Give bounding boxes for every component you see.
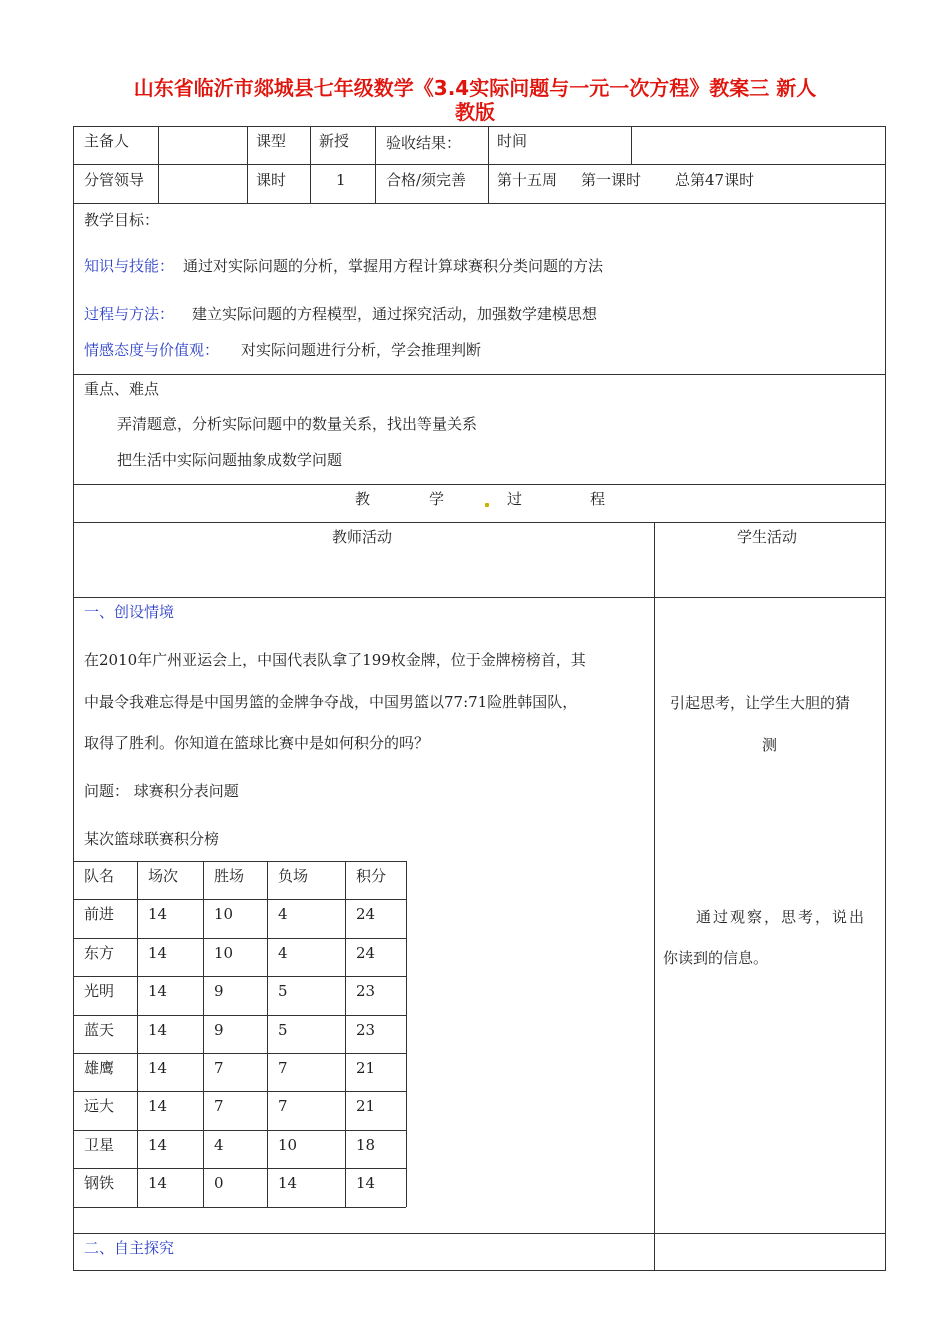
section1-question: 问题： 球赛积分表问题 — [84, 782, 239, 800]
standings-hline — [73, 1207, 406, 1208]
standings-cell: 14 — [356, 1174, 376, 1193]
standings-hline — [73, 1015, 406, 1016]
standings-hline — [73, 976, 406, 977]
standings-cell: 7 — [214, 1097, 224, 1116]
section1-heading: 一、创设情境 — [84, 603, 175, 621]
standings-header-cell: 队名 — [84, 867, 115, 885]
border-keypoints-bottom — [73, 484, 886, 485]
document-title — [60, 76, 890, 124]
standings-hline — [73, 1053, 406, 1054]
border-bottom — [73, 1270, 886, 1271]
standings-cell: 雄鹰 — [84, 1059, 115, 1077]
standings-cell: 21 — [356, 1097, 376, 1116]
section1-para-line-2: 中最令我难忘得是中国男篮的金牌争夺战，中国男篮以77:71险胜韩国队， — [84, 693, 578, 711]
header-divider-1 — [158, 126, 159, 203]
emotion-text: 对实际问题进行分析，学会推理判断 — [241, 341, 482, 359]
header-divider-4 — [375, 126, 376, 203]
standings-cell: 10 — [214, 943, 234, 962]
process-heading-char-1: 教 — [355, 490, 371, 508]
border-goals-bottom — [73, 374, 886, 375]
student-note-1-line-1: 引起思考，让学生大胆的猜 — [670, 694, 851, 712]
standings-hline — [73, 899, 406, 900]
student-note-2-line-2: 你读到的信息。 — [663, 949, 769, 967]
standings-cell: 14 — [148, 1020, 168, 1039]
standings-vline — [406, 861, 407, 1207]
standings-cell: 4 — [278, 905, 288, 924]
standings-cell: 钢铁 — [84, 1174, 115, 1193]
keypoints-line-1: 弄清题意，分析实际问题中的数量关系，找出等量关系 — [117, 415, 478, 433]
standings-hline — [73, 1168, 406, 1169]
teacher-activity-heading: 教师活动 — [332, 528, 393, 546]
standings-cell: 23 — [356, 982, 376, 1001]
standings-cell: 5 — [278, 982, 288, 1001]
standings-hline — [73, 1130, 406, 1131]
keypoints-heading: 重点、难点 — [84, 380, 160, 398]
header-divider-6 — [631, 126, 632, 164]
goals-heading: 教学目标： — [84, 211, 160, 229]
acceptance-label: 验收结果： — [386, 134, 462, 152]
standings-cell: 蓝天 — [84, 1020, 115, 1039]
standings-cell: 23 — [356, 1020, 376, 1039]
course-type-value: 新授 — [319, 132, 350, 150]
standings-cell: 10 — [278, 1135, 298, 1154]
standings-cell: 4 — [214, 1135, 224, 1154]
period-value: 1 — [336, 171, 346, 189]
standings-cell: 21 — [356, 1059, 376, 1077]
standings-cell: 14 — [148, 905, 168, 924]
title-line-2: 教版 — [455, 100, 495, 124]
standings-cell: 0 — [214, 1174, 224, 1193]
section1-para-line-1: 在2010年广州亚运会上，中国代表队拿了199枚金牌，位于金牌榜榜首，其 — [84, 651, 586, 669]
student-note-2-line-1: 通过观察，思考，说出 — [696, 908, 867, 926]
border-right — [885, 126, 886, 1271]
standings-header-cell: 负场 — [278, 867, 309, 885]
standings-vline — [73, 861, 74, 1207]
border-process-bottom — [73, 522, 886, 523]
standings-cell: 7 — [214, 1059, 224, 1077]
process-heading-char-4: 程 — [590, 490, 606, 508]
header-divider-3 — [310, 126, 311, 203]
border-top — [73, 126, 886, 127]
result-value: 合格/须完善 — [386, 171, 467, 189]
student-note-1-line-2: 测 — [762, 736, 778, 754]
process-heading-char-2: 学 — [429, 490, 445, 508]
knowledge-label: 知识与技能： — [84, 257, 175, 275]
leader-label: 分管领导 — [84, 171, 145, 189]
process-label: 过程与方法： — [84, 305, 175, 323]
border-header-bottom — [73, 203, 886, 204]
standings-cell: 10 — [214, 905, 234, 924]
border-header-mid — [73, 164, 886, 165]
emotion-label: 情感态度与价值观： — [84, 341, 220, 359]
title-line-1: 山东省临沂市郯城县七年级数学《3.4实际问题与一元一次方程》教案三 新人 — [133, 76, 817, 100]
standings-cell: 14 — [278, 1174, 298, 1193]
lesson-text: 第一课时 — [581, 171, 642, 189]
standings-vline — [267, 861, 268, 1207]
standings-cell: 7 — [278, 1059, 288, 1077]
student-activity-heading: 学生活动 — [737, 528, 798, 546]
standings-hline — [73, 1091, 406, 1092]
keypoints-line-2: 把生活中实际问题抽象成数学问题 — [117, 451, 343, 469]
standings-cell: 14 — [148, 943, 168, 962]
knowledge-text: 通过对实际问题的分析，掌握用方程计算球赛积分类问题的方法 — [183, 257, 604, 275]
week-text: 第十五周 — [497, 171, 558, 189]
standings-table — [73, 861, 406, 1206]
standings-cell: 18 — [356, 1135, 376, 1154]
section1-para-line-3: 取得了胜利。你知道在篮球比赛中是如何积分的吗？ — [84, 734, 430, 752]
standings-vline — [137, 861, 138, 1207]
standings-vline — [345, 861, 346, 1207]
decorative-dot — [485, 503, 489, 507]
standings-cell: 7 — [278, 1097, 288, 1116]
process-heading-char-3: 过 — [507, 490, 523, 508]
period-label: 课时 — [256, 171, 287, 189]
standings-caption: 某次篮球联赛积分榜 — [84, 830, 220, 848]
standings-cell: 14 — [148, 982, 168, 1001]
standings-cell: 9 — [214, 1020, 224, 1039]
course-type-label: 课型 — [256, 132, 287, 150]
standings-cell: 光明 — [84, 982, 115, 1001]
header-divider-2 — [247, 126, 248, 203]
standings-header-cell: 积分 — [356, 867, 387, 885]
standings-cell: 9 — [214, 982, 224, 1001]
standings-hline — [73, 938, 406, 939]
standings-cell: 东方 — [84, 943, 115, 962]
standings-cell: 14 — [148, 1135, 168, 1154]
standings-header-cell: 胜场 — [214, 867, 245, 885]
standings-cell: 24 — [356, 905, 376, 924]
standings-hline — [73, 861, 406, 862]
header-divider-5 — [488, 126, 489, 203]
total-text: 总第47课时 — [675, 171, 755, 189]
preparer-label: 主备人 — [84, 132, 130, 150]
time-label: 时间 — [497, 132, 528, 150]
standings-cell: 5 — [278, 1020, 288, 1039]
standings-cell: 前进 — [84, 905, 115, 924]
border-activity-bottom — [73, 597, 886, 598]
border-section1-bottom — [73, 1233, 886, 1234]
standings-cell: 14 — [148, 1174, 168, 1193]
standings-cell: 远大 — [84, 1097, 115, 1116]
process-text: 建立实际问题的方程模型，通过探究活动，加强数学建模思想 — [192, 305, 598, 323]
activity-divider — [654, 522, 655, 1271]
standings-cell: 24 — [356, 943, 376, 962]
standings-cell: 卫星 — [84, 1135, 115, 1154]
standings-cell: 14 — [148, 1097, 168, 1116]
standings-header-cell: 场次 — [148, 867, 179, 885]
standings-vline — [203, 861, 204, 1207]
standings-cell: 4 — [278, 943, 288, 962]
standings-cell: 14 — [148, 1059, 168, 1077]
section2-heading: 二、自主探究 — [84, 1239, 175, 1257]
